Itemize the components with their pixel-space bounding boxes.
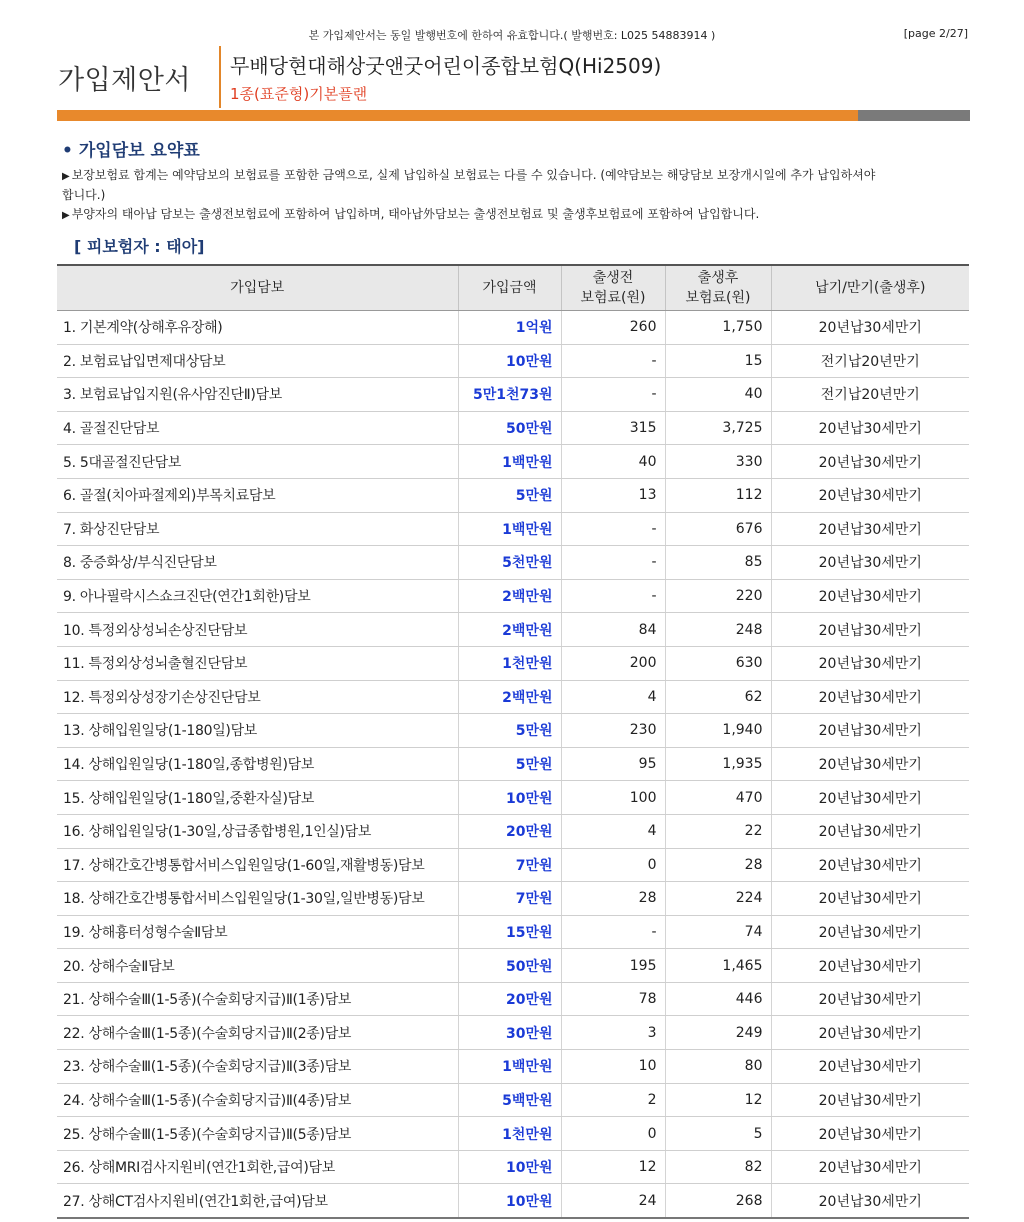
coverage-name-cell: 24. 상해수술Ⅲ(1-5종)(수술회당지급)Ⅱ(4종)담보 bbox=[57, 1083, 458, 1117]
table-row bbox=[57, 311, 969, 345]
prebirth-premium-cell: 24 bbox=[561, 1184, 665, 1218]
coverage-amount-cell: 5만원 bbox=[458, 478, 561, 512]
coverage-name-cell: 1. 기본계약(상해후유장해) bbox=[57, 311, 458, 345]
postbirth-premium-cell: 248 bbox=[665, 613, 771, 647]
coverage-amount-cell: 1억원 bbox=[458, 311, 561, 345]
term-cell: 20년납30세만기 bbox=[771, 814, 969, 848]
postbirth-premium-cell: 470 bbox=[665, 781, 771, 815]
table-row bbox=[57, 949, 969, 983]
coverage-name-cell: 10. 특정외상성뇌손상진단담보 bbox=[57, 613, 458, 647]
header-prebirth-premium bbox=[561, 265, 665, 311]
title-divider bbox=[219, 46, 221, 108]
coverage-amount-cell: 7만원 bbox=[458, 882, 561, 916]
prebirth-premium-cell: 2 bbox=[561, 1083, 665, 1117]
header-prebirth-line2: 보험료(원) bbox=[580, 290, 646, 306]
prebirth-premium-cell: 13 bbox=[561, 478, 665, 512]
table-row bbox=[57, 546, 969, 580]
table-row bbox=[57, 378, 969, 412]
term-cell: 20년납30세만기 bbox=[771, 512, 969, 546]
fetus-note-text: 부양자의 태아납 담보는 출생전보험료에 포함하여 납입하며, 태아납外담보는 출생전보험료 및 출생후보험료에 포함하여 납입합니다. bbox=[71, 207, 760, 221]
coverage-amount-cell: 5만1천73원 bbox=[458, 378, 561, 412]
prebirth-premium-cell: - bbox=[561, 512, 665, 546]
table-row bbox=[57, 478, 969, 512]
plan-name: 1종(표준형)기본플랜 bbox=[230, 85, 368, 103]
term-cell: 20년납30세만기 bbox=[771, 1150, 969, 1184]
header-term: 납기/만기(출생후) bbox=[771, 265, 969, 311]
header-amount: 가입금액 bbox=[458, 265, 561, 311]
coverage-name-cell: 4. 골절진단담보 bbox=[57, 411, 458, 445]
prebirth-premium-cell: 4 bbox=[561, 680, 665, 714]
table-row bbox=[57, 781, 969, 815]
term-cell: 20년납30세만기 bbox=[771, 579, 969, 613]
coverage-name-cell: 25. 상해수술Ⅲ(1-5종)(수술회당지급)Ⅱ(5종)담보 bbox=[57, 1117, 458, 1151]
postbirth-premium-cell: 85 bbox=[665, 546, 771, 580]
coverage-name-cell: 12. 특정외상성장기손상진단담보 bbox=[57, 680, 458, 714]
coverage-amount-cell: 50만원 bbox=[458, 949, 561, 983]
coverage-name-cell: 19. 상해흉터성형수술Ⅱ담보 bbox=[57, 915, 458, 949]
table-row bbox=[57, 344, 969, 378]
prebirth-premium-cell: 3 bbox=[561, 1016, 665, 1050]
postbirth-premium-cell: 62 bbox=[665, 680, 771, 714]
postbirth-premium-cell: 1,465 bbox=[665, 949, 771, 983]
postbirth-premium-cell: 1,940 bbox=[665, 714, 771, 748]
table-row bbox=[57, 1050, 969, 1084]
term-cell: 20년납30세만기 bbox=[771, 1184, 969, 1218]
coverage-amount-cell: 10만원 bbox=[458, 1184, 561, 1218]
postbirth-premium-cell: 28 bbox=[665, 848, 771, 882]
prebirth-premium-cell: 95 bbox=[561, 747, 665, 781]
term-cell: 20년납30세만기 bbox=[771, 1117, 969, 1151]
postbirth-premium-cell: 40 bbox=[665, 378, 771, 412]
term-cell: 20년납30세만기 bbox=[771, 411, 969, 445]
prebirth-premium-cell: 100 bbox=[561, 781, 665, 815]
prebirth-premium-cell: - bbox=[561, 546, 665, 580]
term-cell: 20년납30세만기 bbox=[771, 613, 969, 647]
table-row bbox=[57, 579, 969, 613]
term-cell: 20년납30세만기 bbox=[771, 445, 969, 479]
prebirth-premium-cell: 200 bbox=[561, 646, 665, 680]
table-row bbox=[57, 814, 969, 848]
prebirth-premium-cell: 230 bbox=[561, 714, 665, 748]
coverage-amount-cell: 50만원 bbox=[458, 411, 561, 445]
table-row bbox=[57, 1083, 969, 1117]
header-postbirth-line2: 보험료(원) bbox=[685, 290, 751, 306]
postbirth-premium-cell: 82 bbox=[665, 1150, 771, 1184]
postbirth-premium-cell: 249 bbox=[665, 1016, 771, 1050]
coverage-amount-cell: 2백만원 bbox=[458, 680, 561, 714]
postbirth-premium-cell: 1,750 bbox=[665, 311, 771, 345]
postbirth-premium-cell: 15 bbox=[665, 344, 771, 378]
postbirth-premium-cell: 676 bbox=[665, 512, 771, 546]
postbirth-premium-cell: 3,725 bbox=[665, 411, 771, 445]
coverage-name-cell: 17. 상해간호간병통합서비스입원일당(1-60일,재활병동)담보 bbox=[57, 848, 458, 882]
prebirth-premium-cell: 40 bbox=[561, 445, 665, 479]
fetus-note bbox=[62, 205, 882, 225]
header-postbirth-line1: 출생후 bbox=[697, 270, 739, 286]
term-cell: 20년납30세만기 bbox=[771, 747, 969, 781]
table-row bbox=[57, 1117, 969, 1151]
prebirth-premium-cell: 12 bbox=[561, 1150, 665, 1184]
coverage-amount-cell: 30만원 bbox=[458, 1016, 561, 1050]
coverage-amount-cell: 1천만원 bbox=[458, 1117, 561, 1151]
postbirth-premium-cell: 268 bbox=[665, 1184, 771, 1218]
prebirth-premium-cell: - bbox=[561, 378, 665, 412]
coverage-name-cell: 8. 중증화상/부식진단담보 bbox=[57, 546, 458, 580]
postbirth-premium-cell: 330 bbox=[665, 445, 771, 479]
coverage-amount-cell: 1천만원 bbox=[458, 646, 561, 680]
table-row bbox=[57, 1016, 969, 1050]
header-coverage: 가입담보 bbox=[57, 265, 458, 311]
prebirth-premium-cell: 0 bbox=[561, 1117, 665, 1151]
table-row bbox=[57, 512, 969, 546]
term-cell: 20년납30세만기 bbox=[771, 546, 969, 580]
postbirth-premium-cell: 74 bbox=[665, 915, 771, 949]
coverage-name-cell: 5. 5대골절진단담보 bbox=[57, 445, 458, 479]
coverage-name-cell: 18. 상해간호간병통합서비스입원일당(1-30일,일반병동)담보 bbox=[57, 882, 458, 916]
term-cell: 20년납30세만기 bbox=[771, 1016, 969, 1050]
prebirth-premium-cell: 0 bbox=[561, 848, 665, 882]
table-row bbox=[57, 680, 969, 714]
prebirth-premium-cell: - bbox=[561, 579, 665, 613]
term-cell: 20년납30세만기 bbox=[771, 646, 969, 680]
term-cell: 20년납30세만기 bbox=[771, 848, 969, 882]
prebirth-premium-cell: 78 bbox=[561, 982, 665, 1016]
section-title bbox=[62, 136, 200, 161]
term-cell: 20년납30세만기 bbox=[771, 982, 969, 1016]
table-row bbox=[57, 714, 969, 748]
term-cell: 20년납30세만기 bbox=[771, 915, 969, 949]
prebirth-premium-cell: - bbox=[561, 344, 665, 378]
coverage-name-cell: 22. 상해수술Ⅲ(1-5종)(수술회당지급)Ⅱ(2종)담보 bbox=[57, 1016, 458, 1050]
coverage-amount-cell: 1백만원 bbox=[458, 445, 561, 479]
header-bar-gray bbox=[858, 110, 970, 121]
postbirth-premium-cell: 5 bbox=[665, 1117, 771, 1151]
table-row bbox=[57, 1150, 969, 1184]
prebirth-premium-cell: - bbox=[561, 915, 665, 949]
postbirth-premium-cell: 80 bbox=[665, 1050, 771, 1084]
coverage-table bbox=[57, 264, 969, 1219]
coverage-amount-cell: 10만원 bbox=[458, 781, 561, 815]
term-cell: 20년납30세만기 bbox=[771, 781, 969, 815]
postbirth-premium-cell: 112 bbox=[665, 478, 771, 512]
postbirth-premium-cell: 1,935 bbox=[665, 747, 771, 781]
coverage-name-cell: 21. 상해수술Ⅲ(1-5종)(수술회당지급)Ⅱ(1종)담보 bbox=[57, 982, 458, 1016]
premium-note-text: 보장보험료 합계는 예약담보의 보험료를 포함한 금액으로, 실제 납입하실 보험료는 다를 수 있습니다. (예약담보는 해당담보 보장개시일에 추가 납입하셔야 합니다.) bbox=[62, 168, 876, 202]
prebirth-premium-cell: 10 bbox=[561, 1050, 665, 1084]
table-header-row bbox=[57, 265, 969, 311]
table-row bbox=[57, 1184, 969, 1218]
coverage-amount-cell: 10만원 bbox=[458, 1150, 561, 1184]
table-row bbox=[57, 882, 969, 916]
table-row bbox=[57, 445, 969, 479]
coverage-name-cell: 11. 특정외상성뇌출혈진단담보 bbox=[57, 646, 458, 680]
term-cell: 전기납20년만기 bbox=[771, 378, 969, 412]
prebirth-premium-cell: 195 bbox=[561, 949, 665, 983]
coverage-amount-cell: 1백만원 bbox=[458, 512, 561, 546]
coverage-name-cell: 14. 상해입원일당(1-180일,종합병원)담보 bbox=[57, 747, 458, 781]
page-number: [page 2/27] bbox=[903, 27, 968, 40]
table-row bbox=[57, 411, 969, 445]
coverage-name-cell: 3. 보험료납입지원(유사암진단Ⅱ)담보 bbox=[57, 378, 458, 412]
arrow-icon: ▶ bbox=[62, 171, 70, 182]
postbirth-premium-cell: 446 bbox=[665, 982, 771, 1016]
product-name: 무배당현대해상굿앤굿어린이종합보험Q(Hi2509) bbox=[230, 54, 662, 78]
table-row bbox=[57, 848, 969, 882]
coverage-name-cell: 13. 상해입원일당(1-180일)담보 bbox=[57, 714, 458, 748]
postbirth-premium-cell: 12 bbox=[665, 1083, 771, 1117]
coverage-name-cell: 15. 상해입원일당(1-180일,중환자실)담보 bbox=[57, 781, 458, 815]
bullet-icon: • bbox=[62, 141, 73, 161]
table-row bbox=[57, 613, 969, 647]
coverage-name-cell: 6. 골절(치아파절제외)부목치료담보 bbox=[57, 478, 458, 512]
coverage-name-cell: 7. 화상진단담보 bbox=[57, 512, 458, 546]
term-cell: 20년납30세만기 bbox=[771, 680, 969, 714]
term-cell: 20년납30세만기 bbox=[771, 1083, 969, 1117]
section-title-text: 가입담보 요약표 bbox=[78, 141, 200, 161]
coverage-name-cell: 9. 아나필락시스쇼크진단(연간1회한)담보 bbox=[57, 579, 458, 613]
coverage-amount-cell: 2백만원 bbox=[458, 613, 561, 647]
postbirth-premium-cell: 224 bbox=[665, 882, 771, 916]
header-prebirth-line1: 출생전 bbox=[592, 270, 634, 286]
header-postbirth-premium bbox=[665, 265, 771, 311]
term-cell: 20년납30세만기 bbox=[771, 1050, 969, 1084]
coverage-amount-cell: 20만원 bbox=[458, 814, 561, 848]
term-cell: 20년납30세만기 bbox=[771, 311, 969, 345]
coverage-amount-cell: 10만원 bbox=[458, 344, 561, 378]
postbirth-premium-cell: 22 bbox=[665, 814, 771, 848]
coverage-amount-cell: 20만원 bbox=[458, 982, 561, 1016]
coverage-amount-cell: 1백만원 bbox=[458, 1050, 561, 1084]
prebirth-premium-cell: 4 bbox=[561, 814, 665, 848]
prebirth-premium-cell: 315 bbox=[561, 411, 665, 445]
arrow-icon: ▶ bbox=[62, 210, 70, 221]
table-row bbox=[57, 646, 969, 680]
header-bar-orange bbox=[57, 110, 858, 121]
term-cell: 전기납20년만기 bbox=[771, 344, 969, 378]
coverage-amount-cell: 7만원 bbox=[458, 848, 561, 882]
coverage-amount-cell: 15만원 bbox=[458, 915, 561, 949]
table-row bbox=[57, 747, 969, 781]
table-row bbox=[57, 915, 969, 949]
coverage-amount-cell: 2백만원 bbox=[458, 579, 561, 613]
coverage-name-cell: 27. 상해CT검사지원비(연간1회한,급여)담보 bbox=[57, 1184, 458, 1218]
coverage-name-cell: 16. 상해입원일당(1-30일,상급종합병원,1인실)담보 bbox=[57, 814, 458, 848]
coverage-amount-cell: 5백만원 bbox=[458, 1083, 561, 1117]
coverage-name-cell: 2. 보험료납입면제대상담보 bbox=[57, 344, 458, 378]
table-row bbox=[57, 982, 969, 1016]
term-cell: 20년납30세만기 bbox=[771, 478, 969, 512]
coverage-name-cell: 23. 상해수술Ⅲ(1-5종)(수술회당지급)Ⅱ(3종)담보 bbox=[57, 1050, 458, 1084]
postbirth-premium-cell: 220 bbox=[665, 579, 771, 613]
coverage-name-cell: 26. 상해MRI검사지원비(연간1회한,급여)담보 bbox=[57, 1150, 458, 1184]
coverage-amount-cell: 5만원 bbox=[458, 714, 561, 748]
prebirth-premium-cell: 28 bbox=[561, 882, 665, 916]
prebirth-premium-cell: 260 bbox=[561, 311, 665, 345]
validity-notice: 본 가입제안서는 동일 발행번호에 한하여 유효합니다.( 발행번호: L025 54883914 ) bbox=[308, 29, 716, 42]
coverage-name-cell: 20. 상해수술Ⅱ담보 bbox=[57, 949, 458, 983]
term-cell: 20년납30세만기 bbox=[771, 949, 969, 983]
coverage-amount-cell: 5만원 bbox=[458, 747, 561, 781]
prebirth-premium-cell: 84 bbox=[561, 613, 665, 647]
insured-label: [ 피보험자 : 태아] bbox=[74, 237, 205, 256]
term-cell: 20년납30세만기 bbox=[771, 714, 969, 748]
coverage-amount-cell: 5천만원 bbox=[458, 546, 561, 580]
postbirth-premium-cell: 630 bbox=[665, 646, 771, 680]
premium-note bbox=[62, 166, 882, 205]
term-cell: 20년납30세만기 bbox=[771, 882, 969, 916]
document-title: 가입제안서 bbox=[58, 65, 191, 96]
